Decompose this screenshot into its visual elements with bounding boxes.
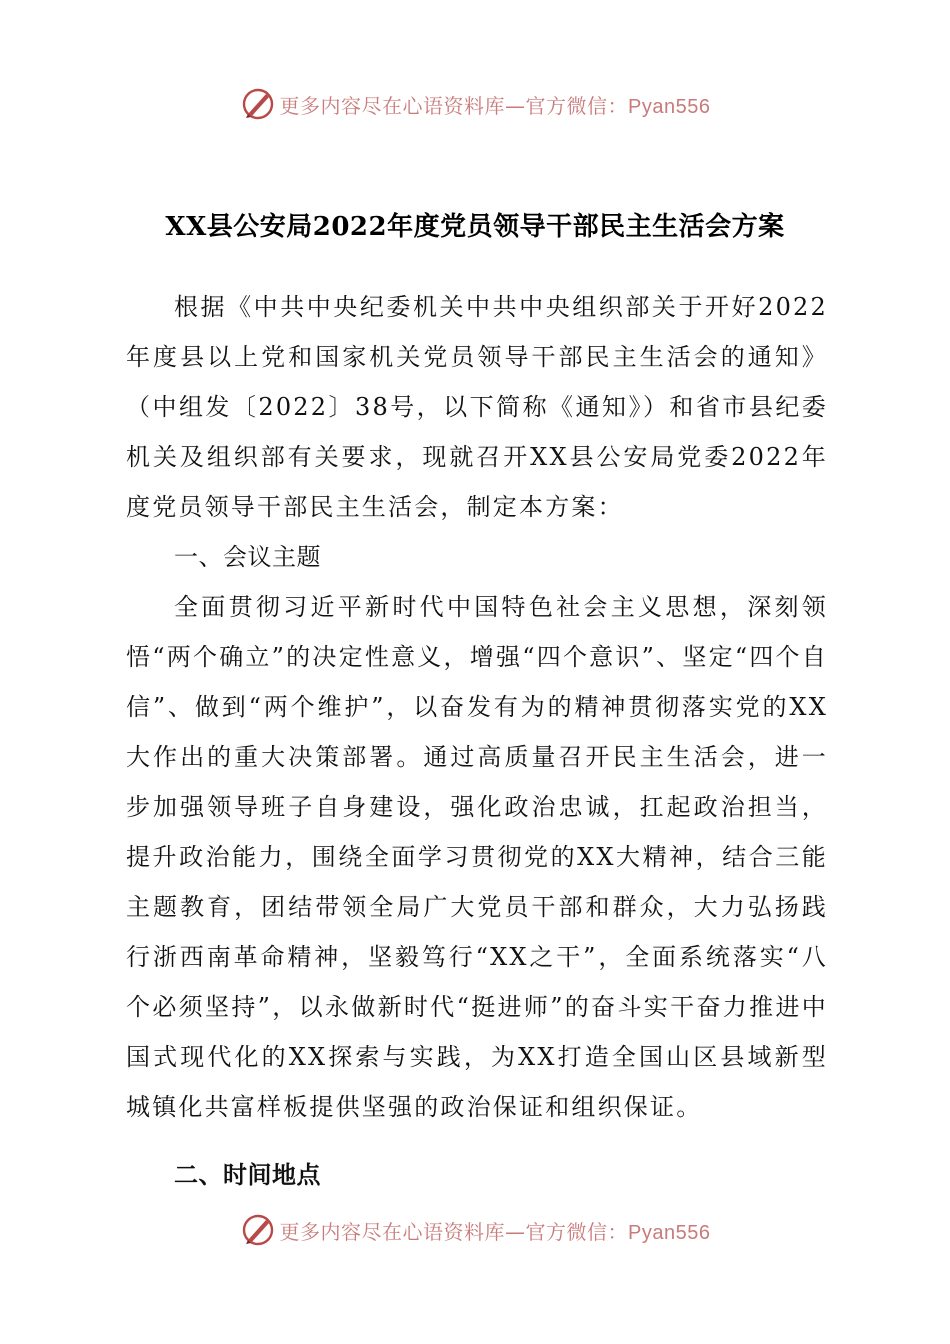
pen-logo-icon (240, 86, 276, 122)
watermark-text (280, 1216, 711, 1245)
watermark-text (280, 90, 711, 119)
section1-paragraph: 全面贯彻习近平新时代中国特色社会主义思想，深刻领悟“两个确立”的决定性意义，增强“四个意识”、坚定“四个自信”、做到“两个维护”，以奋发有为的精神贯彻落实党的XX大作出的重大决策部署。通过高质量召开民主生活会，进一步加强领导班子自身建设，强化政治忠诚，扛起政治担当，提升政治能力，围绕全面学习贯彻党的XX大精神，结合三能主题教育，团结带领全局广大党员干部和群众，大力弘扬践行浙西南革命精神，坚毅笃行“XX之干”，全面系统落实“八个必须坚持”，以永做新时代“挺进师”的奋斗实干奋力推进中国式现代化的XX探索与实践，为XX打造全国山区县域新型城镇化共富样板提供坚强的政治保证和组织保证。 (126, 593, 828, 1121)
watermark-wechat-id: Pyan556 (628, 1221, 711, 1244)
watermark-text-cn: 更多内容尽在心语资料库—官方微信： (279, 1219, 629, 1244)
pen-logo-icon (240, 1212, 276, 1248)
watermark-wechat-id: Pyan556 (628, 95, 711, 118)
intro-paragraph: 根据《中共中央纪委机关中共中央组织部关于开好2022年度县以上党和国家机关党员领导干部民主生活会的通知》（中组发〔2022〕38号，以下简称《通知》）和省市县纪委机关及组织部有关要求，现就召开XX县公安局党委2022年度党员领导干部民主生活会，制定本方案： (126, 293, 828, 521)
header-watermark (0, 84, 950, 124)
section2-heading: 二、时间地点 (174, 1161, 321, 1189)
document-body (126, 282, 828, 1200)
watermark-text-cn: 更多内容尽在心语资料库—官方微信： (279, 93, 629, 118)
section1-heading: 一、会议主题 (174, 543, 321, 571)
document-title: XX县公安局2022年度党员领导干部民主生活会方案 (165, 212, 785, 242)
footer-watermark (0, 1210, 950, 1250)
